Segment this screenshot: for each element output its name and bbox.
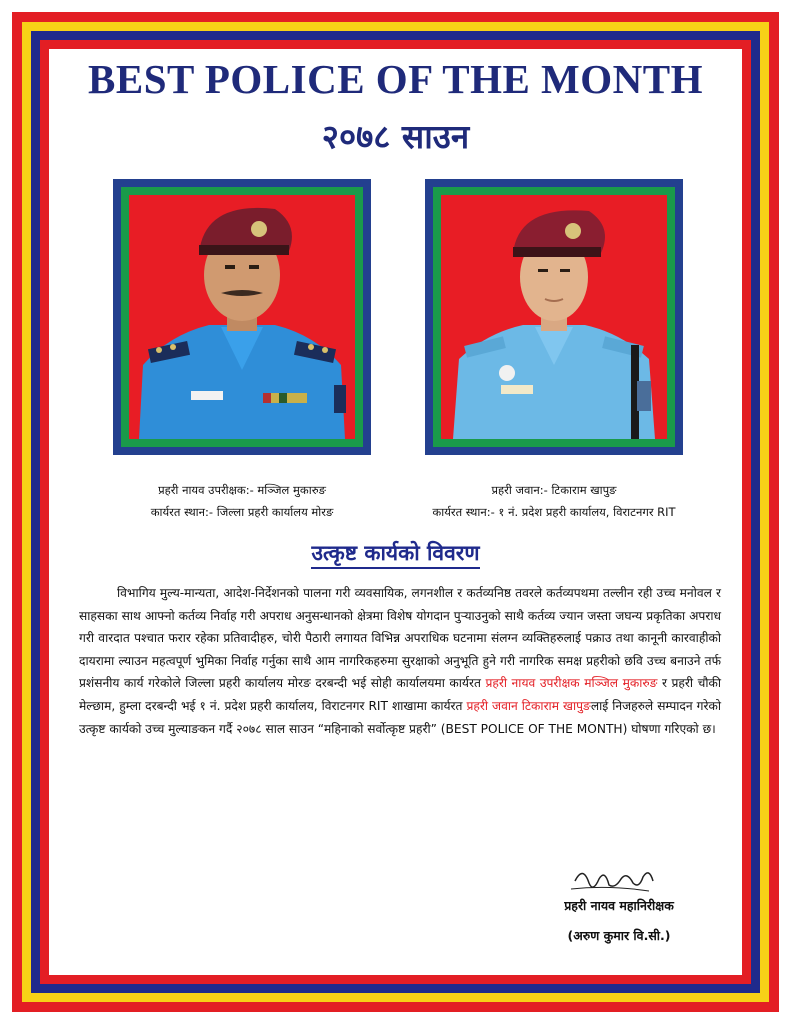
officer-photo-2 bbox=[425, 179, 683, 455]
page-subtitle: २०७८ साउन bbox=[321, 117, 470, 156]
signatory-name: (अरुण कुमार वि.सी.) bbox=[567, 928, 671, 943]
officer-portrait-2 bbox=[441, 195, 667, 439]
officer-portrait-1 bbox=[129, 195, 355, 439]
signatory-title: प्रहरी नायव महानिरीक्षक bbox=[564, 898, 674, 913]
officer-photo-1 bbox=[113, 179, 371, 455]
highlight-officer-1: प्रहरी नायव उपरीक्षक मञ्जिल मुकारुङ bbox=[485, 676, 658, 691]
officer-caption-2 bbox=[404, 479, 704, 523]
officer-1-rank-name: प्रहरी नायव उपरीक्षक:- मञ्जिल मुकारुङ bbox=[158, 483, 326, 497]
officer-caption-1 bbox=[92, 479, 392, 523]
officer-2-rank-name: प्रहरी जवान:- टिकाराम खापुङ bbox=[491, 483, 617, 497]
certificate-page bbox=[49, 49, 742, 975]
page-title: BEST POLICE OF THE MONTH bbox=[88, 56, 703, 102]
section-heading: उत्कृष्ट कार्यको विवरण bbox=[49, 539, 742, 567]
officer-2-posting: कार्यरत स्थान:- १ नं. प्रदेश प्रहरी कार्यालय, विराटनगर RIT bbox=[432, 505, 676, 519]
citation-paragraph: विभागिय मुल्य-मान्यता, आदेश-निर्देशनको पालना गरी व्यवसायिक, लगनशील र कर्तव्यनिष्ठ तवरले कर्तव्यपथमा तल्लीन रही उच्च मनोवल र साहसका साथ आफ्नो कर्तव्य निर्वाह गरी अपराध अनुसन्धानको क्षेत्रमा विशेष योगदान पुऱ्याउनुको साथै कर्तव्य ज्यान जस्ता जघन्य प्रकृतिका अपराध गरी वारदात पश्चात फरार रहेका प्रतिवादीहरु, चोरी पैठारी लगायत विभिन्न अपराधिक घटनामा संलग्न व्यक्तिहरुलाई पक्राउ तथा कानूनी कारवाहीको दायरामा ल्याउन महत्वपूर्ण भुमिका निर्वाह गर्नुका साथै आम नागरिकहरुमा सुरक्षाको अनुभूति हुने गरी नागरिक समक्ष प्रहरीको छवि उच्च बनाउने तर्फ प्रशंसनीय कार्य गरेकोले जिल्ला प्रहरी कार्यालय मोरङ दरबन्दी भई सोही कार्यालयमा कार्यरत प्रहरी नायव उपरीक्षक मञ्जिल मुकारुङ र प्रहरी चौकी मेल्छाम, हुम्ला दरबन्दी भई १ नं. प्रदेश प्रहरी कार्यालय, विराटनगर RIT शाखामा कार्यरत प्रहरी जवान टिकाराम खापुङलाई निजहरुले सम्पादन गरेको उत्कृष्ट कार्यको उच्च मुल्याङकन गर्दै २०७८ साल साउन “महिनाको सर्वोत्कृष्ट प्रहरी” (BEST POLICE OF THE MONTH) घोषणा गरिएको छ। bbox=[79, 586, 721, 736]
highlight-officer-2: प्रहरी जवान टिकाराम खापुङ bbox=[466, 698, 591, 713]
officer-1-posting: कार्यरत स्थान:- जिल्ला प्रहरी कार्यालय मोरङ bbox=[150, 505, 334, 519]
signatory-block bbox=[509, 891, 729, 951]
